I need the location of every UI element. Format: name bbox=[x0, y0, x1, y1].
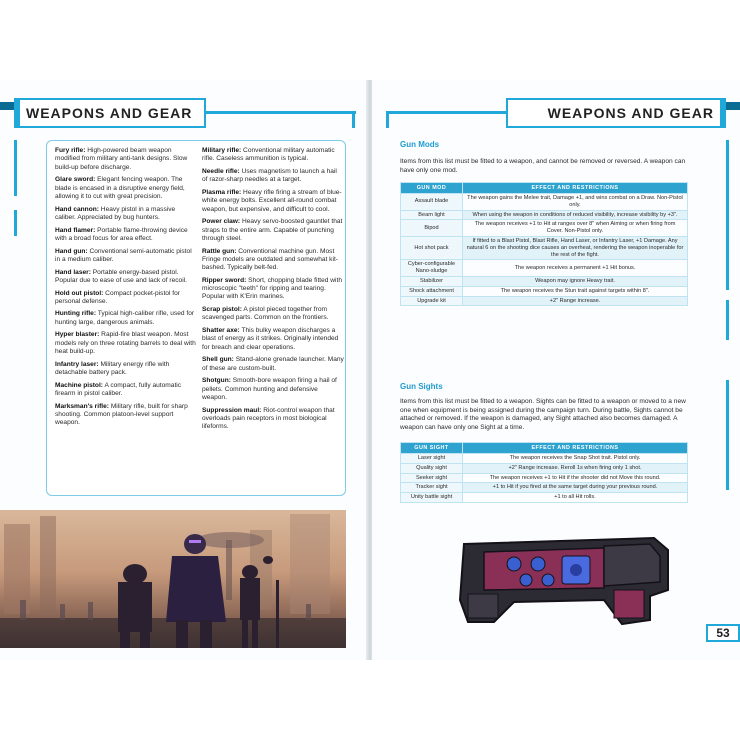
gun-mod-row bbox=[401, 286, 688, 296]
weapon-entry bbox=[202, 147, 344, 164]
gun-mod-row bbox=[401, 276, 688, 286]
gun-sight-row bbox=[401, 454, 688, 464]
weapon-name: Shell gun: bbox=[202, 356, 234, 364]
gun-mod-row bbox=[401, 236, 688, 259]
weapon-description: Portable energy-based pistol. Popular due to ease of use and lack of recoil. bbox=[55, 268, 187, 284]
gun-sight-row bbox=[401, 483, 688, 493]
weapon-descriptions-box bbox=[46, 140, 346, 496]
weapon-description: Compact pocket-pistol for personal defense. bbox=[55, 289, 180, 305]
weapon-entry bbox=[55, 403, 197, 428]
gun-mod-effect-cell: The weapon receives a permanent +1 Hit bonus. bbox=[463, 260, 688, 277]
street-scene-illustration bbox=[0, 510, 346, 648]
weapon-name: Shotgun: bbox=[202, 377, 231, 385]
weapon-description: Military rifle, built for sharp shooting. Common platoon-level support weapon. bbox=[55, 402, 188, 427]
gun-mod-effect-cell: The weapon receives the Stun trait against targets within 8". bbox=[463, 286, 688, 296]
gun-mods-table bbox=[400, 182, 688, 306]
gun-mods-col-header-effect: EFFECT AND RESTRICTIONS bbox=[463, 183, 688, 194]
gun-sight-effect-cell: The weapon receives the Snap Shot trait. Pistol only. bbox=[463, 454, 688, 464]
right-frame-line-corner bbox=[386, 114, 389, 128]
gun-sight-row bbox=[401, 493, 688, 503]
header-accent-left bbox=[0, 102, 14, 110]
header-accent-right bbox=[726, 102, 740, 110]
weapon-entry bbox=[55, 147, 197, 172]
weapon-entry bbox=[55, 361, 197, 378]
weapon-description: Portable flame-throwing device with a broad focus for area effect. bbox=[55, 226, 188, 242]
weapon-description: Conventional military automatic rifle. Caseless ammunition is typical. bbox=[202, 147, 335, 163]
gun-mod-name-cell: Hot shot pack bbox=[401, 236, 463, 259]
weapon-name: Hyper blaster: bbox=[55, 331, 100, 339]
weapon-name: Fury rifle: bbox=[55, 147, 86, 154]
left-page bbox=[0, 80, 368, 660]
left-header-title: WEAPONS AND GEAR bbox=[26, 105, 193, 121]
weapon-name: Needle rifle: bbox=[202, 167, 240, 175]
weapon-name: Hand flamer: bbox=[55, 226, 96, 234]
weapon-entry bbox=[55, 310, 197, 327]
gun-sights-header-row bbox=[401, 443, 688, 454]
gun-mod-effect-cell: The weapon receives +1 to Hit at ranges over 8" when Aiming or when firing from Cover. Non-Pistol only. bbox=[463, 220, 688, 237]
weapon-name: Shatter axe: bbox=[202, 327, 240, 335]
gun-mod-row bbox=[401, 260, 688, 277]
weapon-description: A pistol pieced together from scavenged parts. Common on the frontiers. bbox=[202, 306, 329, 322]
weapon-name: Infantry laser: bbox=[55, 360, 99, 368]
right-frame-line-lower bbox=[726, 380, 729, 490]
weapon-entry bbox=[202, 168, 344, 185]
gun-mods-title: Gun Mods bbox=[400, 140, 440, 149]
book-spread bbox=[0, 80, 740, 660]
weapon-name: Machine pistol: bbox=[55, 381, 103, 389]
gun-mod-effect-cell: If fitted to a Blast Pistol, Blast Rifle, Hand Laser, or Infantry Laser, +1 Damage. Any natural 6 on the shooting dice causes an overheat, rendering the weapon inoperable for the rest of the fight. bbox=[463, 236, 688, 259]
gun-mod-row bbox=[401, 220, 688, 237]
gun-sight-name-cell: Seeker sight bbox=[401, 473, 463, 483]
weapon-name: Ripper sword: bbox=[202, 276, 247, 284]
right-header bbox=[506, 98, 726, 128]
gun-sight-name-cell: Laser sight bbox=[401, 454, 463, 464]
weapon-entry bbox=[202, 218, 344, 243]
weapon-entry bbox=[202, 277, 344, 302]
gun-mods-header-row bbox=[401, 183, 688, 194]
gun-mod-name-cell: Shock attachment bbox=[401, 286, 463, 296]
gun-sights-title: Gun Sights bbox=[400, 382, 443, 391]
weapon-description: Riot-control weapon that overloads pain receptors in most biological lifeforms. bbox=[202, 406, 335, 431]
weapon-entry bbox=[55, 331, 197, 356]
weapon-entry bbox=[55, 269, 197, 286]
weapon-entry bbox=[202, 248, 344, 273]
weapon-description: A compact, fully automatic firearm in pistol caliber. bbox=[55, 381, 182, 398]
gun-sight-name-cell: Tracker sight bbox=[401, 483, 463, 493]
left-frame-line-mid bbox=[14, 210, 17, 236]
gun-sights-intro: Items from this list must be fitted to a weapon. Sights can be fitted to a weapon or moved to a new one when equipment is being assigned during the campaign turn. During battle, Sights cannot be attached or removed. If the weapon is damaged, any Sight attached also becomes damaged. A weapon can have only one Sight at a time. bbox=[400, 398, 686, 431]
weapon-name: Hunting rifle: bbox=[55, 310, 97, 318]
weapon-entry bbox=[55, 227, 197, 244]
gun-mod-effect-cell: When using the weapon in conditions of reduced visibility, increase visibility by +3". bbox=[463, 210, 688, 220]
weapon-entry bbox=[202, 327, 344, 352]
weapon-description: Elegant fencing weapon. The blade is encased in a disruptive energy field, allowing it to cut with great precision. bbox=[55, 176, 185, 200]
weapon-name: Power claw: bbox=[202, 218, 241, 226]
gun-sights-table bbox=[400, 442, 688, 503]
gun-mod-row bbox=[401, 194, 688, 211]
weapon-entry bbox=[202, 407, 344, 432]
weapon-description: Stand-alone grenade launcher. Many of these are custom-built. bbox=[202, 356, 344, 372]
weapon-name: Hold out pistol: bbox=[55, 289, 104, 297]
gun-sights-col-header-name: GUN SIGHT bbox=[401, 443, 463, 454]
weapon-entry bbox=[55, 206, 197, 223]
weapon-description: This bulky weapon discharges a blast of energy as it strikes. Originally intended for breach and clear operations. bbox=[202, 327, 339, 351]
gun-mod-effect-cell: The weapon gains the Melee trait, Damage +1, and wins combat on a Draw. Non-Pistol only. bbox=[463, 194, 688, 211]
weapon-description: Military energy rifle with detachable battery pack. bbox=[55, 360, 170, 377]
weapon-name: Suppression maul: bbox=[202, 406, 262, 414]
weapon-entry bbox=[202, 189, 344, 214]
weapon-description: Heavy servo-boosted gauntlet that straps to the entire arm. Capable of punching through steel. bbox=[202, 218, 343, 242]
left-frame-line-corner bbox=[352, 114, 355, 128]
weapon-entry bbox=[55, 290, 197, 307]
weapon-column-1 bbox=[55, 147, 197, 432]
weapon-name: Scrap pistol: bbox=[202, 306, 242, 314]
gun-mod-effect-cell: Weapon may ignore Heavy trait. bbox=[463, 276, 688, 286]
weapon-description: Conventional machine gun. Most Fringe models are outdated and somewhat kit-bashed. Typically belt-fed. bbox=[202, 247, 338, 272]
weapon-description: Heavy pistol in a massive caliber. Appreciated by bug hunters. bbox=[55, 205, 176, 221]
left-header-line bbox=[206, 111, 356, 114]
gun-illustration bbox=[454, 530, 674, 630]
right-frame-line-mid bbox=[726, 300, 729, 340]
weapon-description: Heavy rifle firing a stream of blue-white energy bolts. Excellent all-round combat weapon, but expensive, and difficult to cool. bbox=[202, 188, 342, 213]
gun-sights-col-header-effect: EFFECT AND RESTRICTIONS bbox=[463, 443, 688, 454]
weapon-entry bbox=[202, 306, 344, 323]
gun-mod-name-cell: Stabilizer bbox=[401, 276, 463, 286]
gun-sight-effect-cell: +2" Range increase. Reroll 1s when firing only 1 shot. bbox=[463, 463, 688, 473]
right-frame-line-upper bbox=[726, 140, 729, 290]
weapon-entry bbox=[55, 176, 197, 201]
weapon-name: Hand laser: bbox=[55, 268, 91, 276]
weapon-description: Smooth-bore weapon firing a hail of pellets. Common hunting and defensive weapon. bbox=[202, 377, 337, 401]
weapon-entry bbox=[55, 248, 197, 265]
weapon-description: High-powered beam weapon modified from military anti-tank designs. Slow build-up before discharge. bbox=[55, 147, 188, 171]
gun-mod-name-cell: Cyber-configurable Nano-sludge bbox=[401, 260, 463, 277]
weapon-name: Marksman's rifle: bbox=[55, 402, 109, 410]
weapon-name: Hand gun: bbox=[55, 247, 88, 255]
weapon-name: Rattle gun: bbox=[202, 247, 237, 255]
gun-mod-name-cell: Upgrade kit bbox=[401, 296, 463, 306]
right-header-line bbox=[386, 111, 506, 114]
weapon-description: Uses magnetism to launch a hail of razor-sharp needles at a target. bbox=[202, 167, 337, 184]
weapon-column-2 bbox=[202, 147, 344, 436]
weapon-name: Glare sword: bbox=[55, 176, 96, 184]
page-number: 53 bbox=[706, 624, 740, 642]
gun-sight-name-cell: Quality sight bbox=[401, 463, 463, 473]
left-frame-line-top bbox=[14, 140, 17, 196]
left-header bbox=[14, 98, 206, 128]
weapon-description: Rapid-fire blast weapon. Most models rely on three rotating barrels to deal with heat build-up. bbox=[55, 331, 196, 356]
gun-sight-effect-cell: +1 to all Hit rolls. bbox=[463, 493, 688, 503]
gun-mod-name-cell: Beam light bbox=[401, 210, 463, 220]
weapon-name: Military rifle: bbox=[202, 147, 242, 154]
street-scene-svg bbox=[0, 510, 346, 648]
gun-sight-row bbox=[401, 473, 688, 483]
weapon-name: Plasma rifle: bbox=[202, 188, 242, 196]
gun-sight-effect-cell: +1 to Hit if you fired at the same target during your previous round. bbox=[463, 483, 688, 493]
weapon-entry bbox=[55, 382, 197, 399]
gun-mod-row bbox=[401, 210, 688, 220]
gun-mod-name-cell: Bipod bbox=[401, 220, 463, 237]
gun-sight-row bbox=[401, 463, 688, 473]
gun-mods-intro: Items from this list must be fitted to a weapon, and cannot be removed or reversed. A weapon can have only one mod. bbox=[400, 158, 686, 174]
gun-mod-row bbox=[401, 296, 688, 306]
weapon-name: Hand cannon: bbox=[55, 205, 99, 213]
weapon-description: Conventional semi-automatic pistol in a medium caliber. bbox=[55, 247, 192, 263]
weapon-description: Short, chopping blade fitted with microscopic "teeth" for ripping and tearing. Popular with K'Erin marines. bbox=[202, 276, 342, 301]
right-header-title: WEAPONS AND GEAR bbox=[547, 105, 714, 121]
weapon-entry bbox=[202, 377, 344, 402]
gun-mod-effect-cell: +2" Range increase. bbox=[463, 296, 688, 306]
weapon-description: Typical high-caliber rifle, used for hunting large, dangerous animals. bbox=[55, 310, 195, 326]
weapon-entry bbox=[202, 356, 344, 373]
gun-sight-effect-cell: The weapon receives +1 to Hit if the shooter did not Move this round. bbox=[463, 473, 688, 483]
gun-mod-name-cell: Assault blade bbox=[401, 194, 463, 211]
gun-mods-col-header-name: GUN MOD bbox=[401, 183, 463, 194]
gun-sight-name-cell: Unity battle sight bbox=[401, 493, 463, 503]
right-page bbox=[372, 80, 740, 660]
